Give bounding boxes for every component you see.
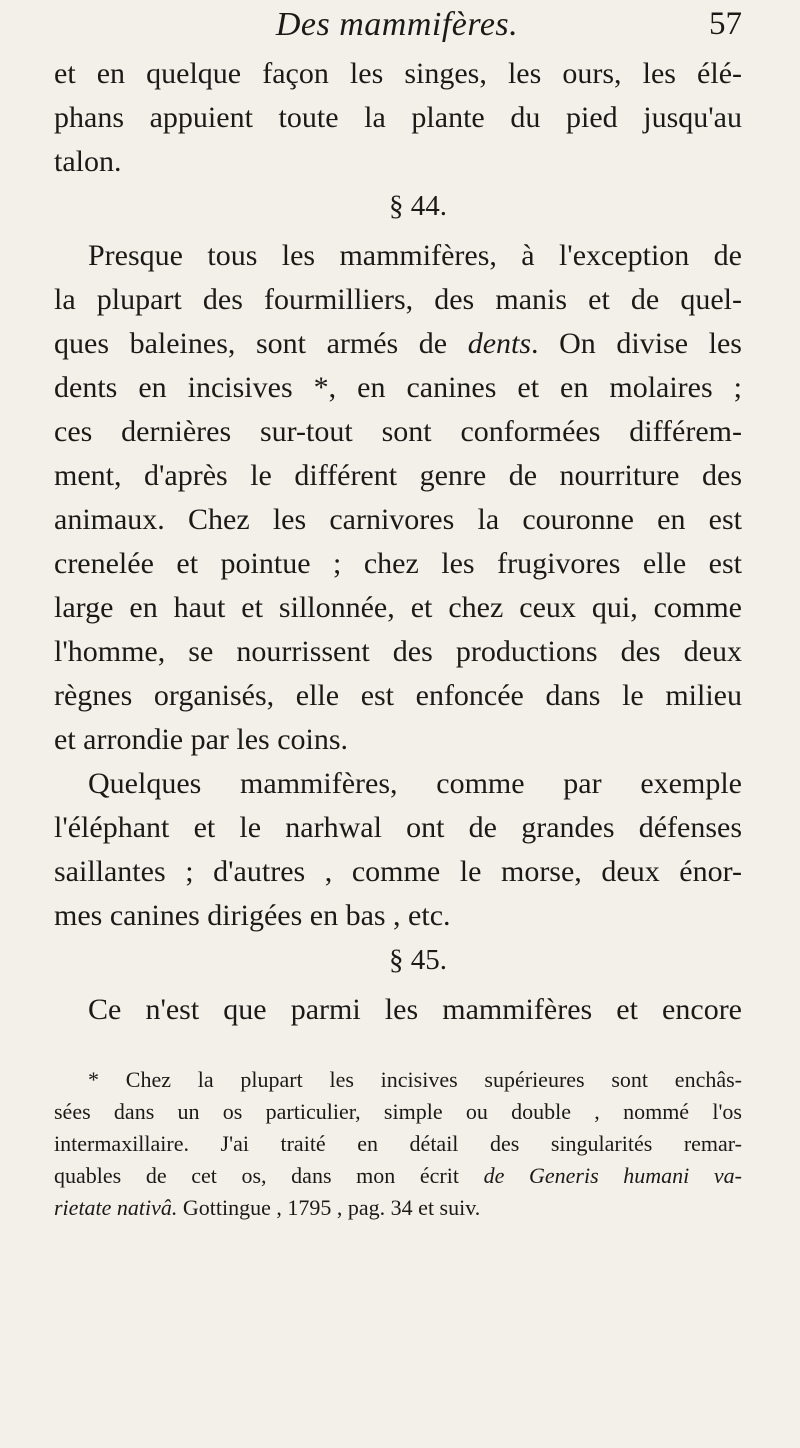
emphasis-title: de Generis humani va- bbox=[483, 1163, 742, 1188]
text-line bbox=[54, 322, 742, 366]
text-line: l'homme, se nourrissent des productions des deux bbox=[54, 635, 742, 668]
emphasis-dents: dents bbox=[467, 327, 532, 360]
section-heading-44: § 44. bbox=[389, 190, 447, 222]
text-line: la plupart des fourmilliers, des manis et de quel- bbox=[54, 283, 742, 316]
footnote-line bbox=[54, 1160, 742, 1192]
text-line: règnes organisés, elle est enfoncée dans le milieu bbox=[54, 679, 742, 712]
text-line: et en quelque façon les singes, les ours, les élé- bbox=[54, 57, 742, 90]
text-line: Quelques mammifères, comme par exemple bbox=[88, 767, 742, 800]
text-line: ment, d'après le différent genre de nourriture des bbox=[54, 459, 742, 492]
text-line: et arrondie par les coins. bbox=[54, 723, 349, 756]
footnote-line: sées dans un os particulier, simple ou double , nommé l'os bbox=[54, 1099, 742, 1124]
text-line: mes canines dirigées en bas , etc. bbox=[54, 899, 451, 932]
running-title: Des mammifères. bbox=[275, 6, 519, 43]
text-line: dents en incisives *, en canines et en molaires ; bbox=[54, 371, 742, 404]
emphasis-title: rietate nativâ. bbox=[54, 1195, 178, 1220]
text-line: large en haut et sillonnée, et chez ceux qui, comme bbox=[54, 591, 742, 624]
text-line: talon. bbox=[54, 145, 122, 178]
text-run: . On divise les bbox=[531, 327, 742, 360]
text-line: animaux. Chez les carnivores la couronne en est bbox=[54, 503, 742, 536]
text-line: phans appuient toute la plante du pied jusqu'au bbox=[54, 101, 742, 134]
text-line: Presque tous les mammifères, à l'exception de bbox=[88, 239, 742, 272]
text-line: ces dernières sur-tout sont conformées différem- bbox=[54, 415, 742, 448]
footnote-line: * Chez la plupart les incisives supérieures sont enchâs- bbox=[88, 1067, 742, 1092]
text-line: Ce n'est que parmi les mammifères et encore bbox=[88, 993, 742, 1026]
text-line: saillantes ; d'autres , comme le morse, deux énor- bbox=[54, 855, 742, 888]
page-number: 57 bbox=[709, 6, 742, 42]
footnote-line: intermaxillaire. J'ai traité en détail des singularités remar- bbox=[54, 1131, 742, 1156]
section-heading-45: § 45. bbox=[389, 944, 447, 976]
text-line: l'éléphant et le narhwal ont de grandes défenses bbox=[54, 811, 742, 844]
text-run: Gottingue , 1795 , pag. 34 et suiv. bbox=[177, 1195, 481, 1220]
text-run: ques baleines, sont armés de bbox=[54, 327, 468, 360]
main-text bbox=[54, 52, 742, 1032]
footnote-line bbox=[54, 1192, 742, 1224]
footnote bbox=[54, 1064, 742, 1224]
page-header bbox=[52, 6, 742, 54]
text-line: crenelée et pointue ; chez les frugivores elle est bbox=[54, 547, 742, 580]
text-run: quables de cet os, dans mon écrit bbox=[54, 1163, 484, 1188]
